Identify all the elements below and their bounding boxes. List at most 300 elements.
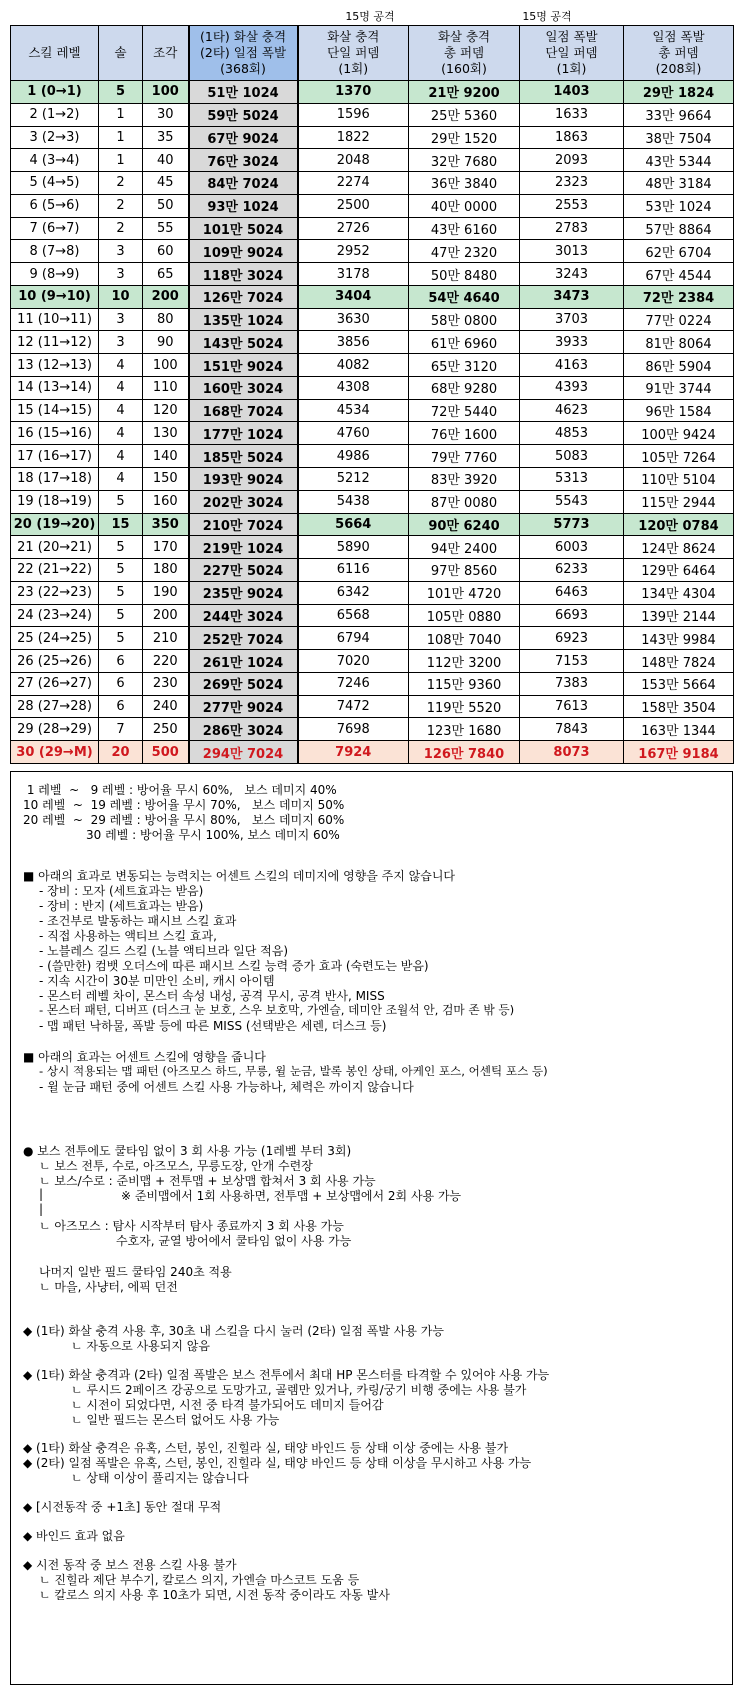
cell-arrow-total: 87만 0080 bbox=[409, 490, 520, 513]
cell-arrow-total: 119만 5520 bbox=[409, 695, 520, 718]
cell-skill-level: 17 (16→17) bbox=[11, 445, 99, 468]
cell-burst-total: 48만 3184 bbox=[624, 172, 734, 195]
cell-skill-level: 15 (14→15) bbox=[11, 399, 99, 422]
note-line: | bbox=[39, 1187, 44, 1201]
note-line: ㄴ 보스/수로 : 준비맵 + 전투맵 + 보상맵 합쳐서 3 회 사용 가능 bbox=[39, 1174, 376, 1188]
cell-sol: 3 bbox=[99, 331, 143, 354]
table-row bbox=[11, 741, 734, 764]
notes-panel bbox=[10, 771, 733, 1685]
table-row bbox=[11, 672, 734, 695]
cell-fragments: 40 bbox=[143, 149, 189, 172]
table-row bbox=[11, 718, 734, 741]
note-line: ◆ (2타) 일점 폭발은 유혹, 스턴, 봉인, 진힐라 실, 태양 바인드 등 상태 이상을 무시하고 사용 가능 bbox=[23, 1456, 532, 1470]
cell-arrow-total: 61만 6960 bbox=[409, 331, 520, 354]
cell-skill-level: 5 (4→5) bbox=[11, 172, 99, 195]
top-label-attack-1: 15명 공격 bbox=[345, 10, 395, 23]
cell-burst-single: 1863 bbox=[520, 126, 624, 149]
cell-arrow-single: 6116 bbox=[298, 559, 409, 582]
cell-burst-total: 91만 3744 bbox=[624, 376, 734, 399]
cell-burst-single: 6463 bbox=[520, 581, 624, 604]
cell-skill-level: 25 (24→25) bbox=[11, 627, 99, 650]
cell-total-combined: 261만 1024 bbox=[189, 650, 298, 673]
table-row bbox=[11, 627, 734, 650]
cell-fragments: 220 bbox=[143, 650, 189, 673]
note-line: | bbox=[39, 1202, 44, 1216]
cell-skill-level: 1 (0→1) bbox=[11, 81, 99, 104]
cell-burst-single: 8073 bbox=[520, 741, 624, 764]
cell-sol: 15 bbox=[99, 513, 143, 536]
note-line: - (쓸만한) 컴뱃 오더스에 따른 패시브 스킬 능력 증가 효과 (숙련도는 받음) bbox=[39, 959, 429, 973]
cell-skill-level: 22 (21→22) bbox=[11, 559, 99, 582]
cell-burst-single: 5083 bbox=[520, 445, 624, 468]
note-line: 나머지 일반 필드 쿨타임 240초 적용 bbox=[39, 1265, 232, 1279]
cell-total-combined: 244만 3024 bbox=[189, 604, 298, 627]
cell-arrow-total: 108만 7040 bbox=[409, 627, 520, 650]
cell-fragments: 130 bbox=[143, 422, 189, 445]
table-row bbox=[11, 695, 734, 718]
cell-arrow-single: 2726 bbox=[298, 217, 409, 240]
cell-arrow-total: 94만 2400 bbox=[409, 536, 520, 559]
cell-sol: 4 bbox=[99, 445, 143, 468]
cell-burst-total: 139만 2144 bbox=[624, 604, 734, 627]
skill-table bbox=[10, 25, 734, 764]
cell-arrow-single: 6794 bbox=[298, 627, 409, 650]
cell-sol: 4 bbox=[99, 468, 143, 491]
cell-arrow-single: 5664 bbox=[298, 513, 409, 536]
cell-arrow-single: 7246 bbox=[298, 672, 409, 695]
note-line: ◆ (1타) 화살 충격은 유혹, 스턴, 봉인, 진힐라 실, 태양 바인드 등 상태 이상 중에는 사용 불가 bbox=[23, 1441, 509, 1455]
note-line: - 직접 사용하는 액티브 스킬 효과, bbox=[39, 929, 217, 943]
cell-arrow-total: 21만 9200 bbox=[409, 81, 520, 104]
cell-burst-total: 96만 1584 bbox=[624, 399, 734, 422]
cell-burst-single: 5543 bbox=[520, 490, 624, 513]
cell-sol: 2 bbox=[99, 194, 143, 217]
cell-burst-single: 7613 bbox=[520, 695, 624, 718]
cell-fragments: 350 bbox=[143, 513, 189, 536]
cell-skill-level: 7 (6→7) bbox=[11, 217, 99, 240]
cell-skill-level: 30 (29→M) bbox=[11, 741, 99, 764]
cell-skill-level: 9 (8→9) bbox=[11, 263, 99, 286]
cell-arrow-single: 6342 bbox=[298, 581, 409, 604]
cell-fragments: 170 bbox=[143, 536, 189, 559]
table-row bbox=[11, 581, 734, 604]
cell-arrow-total: 76만 1600 bbox=[409, 422, 520, 445]
cell-fragments: 100 bbox=[143, 81, 189, 104]
cell-arrow-single: 4082 bbox=[298, 354, 409, 377]
table-row bbox=[11, 445, 734, 468]
cell-fragments: 160 bbox=[143, 490, 189, 513]
cell-arrow-total: 123만 1680 bbox=[409, 718, 520, 741]
cell-arrow-total: 50만 8480 bbox=[409, 263, 520, 286]
table-row bbox=[11, 559, 734, 582]
cell-arrow-single: 7924 bbox=[298, 741, 409, 764]
cell-fragments: 230 bbox=[143, 672, 189, 695]
cell-arrow-single: 1596 bbox=[298, 103, 409, 126]
cell-arrow-single: 5438 bbox=[298, 490, 409, 513]
table-row bbox=[11, 308, 734, 331]
cell-burst-single: 6233 bbox=[520, 559, 624, 582]
note-line: ㄴ 진힐라 제단 부수기, 칼로스 의지, 가엔슬 마스코트 도움 등 bbox=[39, 1573, 360, 1587]
cell-arrow-total: 43만 6160 bbox=[409, 217, 520, 240]
cell-sol: 1 bbox=[99, 149, 143, 172]
cell-total-combined: 177만 1024 bbox=[189, 422, 298, 445]
cell-total-combined: 109만 9024 bbox=[189, 240, 298, 263]
cell-burst-total: 72만 2384 bbox=[624, 285, 734, 308]
cell-skill-level: 26 (25→26) bbox=[11, 650, 99, 673]
table-row bbox=[11, 263, 734, 286]
cell-burst-single: 4163 bbox=[520, 354, 624, 377]
header-fragments: 조각 bbox=[143, 26, 189, 81]
cell-sol: 5 bbox=[99, 627, 143, 650]
cell-burst-single: 2323 bbox=[520, 172, 624, 195]
cell-burst-total: 57만 8864 bbox=[624, 217, 734, 240]
cell-skill-level: 4 (3→4) bbox=[11, 149, 99, 172]
cell-fragments: 240 bbox=[143, 695, 189, 718]
cell-arrow-total: 72만 5440 bbox=[409, 399, 520, 422]
cell-total-combined: 151만 9024 bbox=[189, 354, 298, 377]
cell-sol: 6 bbox=[99, 650, 143, 673]
cell-burst-single: 6923 bbox=[520, 627, 624, 650]
cell-skill-level: 27 (26→27) bbox=[11, 672, 99, 695]
cell-sol: 4 bbox=[99, 354, 143, 377]
note-line: ◆ (1타) 화살 충격 사용 후, 30초 내 스킬을 다시 눌러 (2타) 일점 폭발 사용 가능 bbox=[23, 1324, 444, 1338]
cell-burst-total: 124만 8624 bbox=[624, 536, 734, 559]
cell-fragments: 250 bbox=[143, 718, 189, 741]
cell-burst-single: 3473 bbox=[520, 285, 624, 308]
note-line: - 맵 패턴 낙하물, 폭발 등에 따른 MISS (선택받은 세렌, 더스크 등) bbox=[39, 1019, 387, 1033]
cell-arrow-total: 25만 5360 bbox=[409, 103, 520, 126]
cell-arrow-total: 68만 9280 bbox=[409, 376, 520, 399]
cell-burst-single: 4393 bbox=[520, 376, 624, 399]
table-row bbox=[11, 354, 734, 377]
cell-arrow-total: 47만 2320 bbox=[409, 240, 520, 263]
note-line: - 노블레스 길드 스킬 (노블 액티브라 일단 적음) bbox=[39, 944, 289, 958]
table-row bbox=[11, 513, 734, 536]
table-body bbox=[11, 81, 734, 764]
cell-burst-total: 33만 9664 bbox=[624, 103, 734, 126]
header-skill-level: 스킬 레벨 bbox=[11, 26, 99, 81]
cell-fragments: 190 bbox=[143, 581, 189, 604]
cell-sol: 4 bbox=[99, 422, 143, 445]
cell-total-combined: 135만 1024 bbox=[189, 308, 298, 331]
cell-skill-level: 3 (2→3) bbox=[11, 126, 99, 149]
cell-arrow-single: 3178 bbox=[298, 263, 409, 286]
cell-arrow-total: 83만 3920 bbox=[409, 468, 520, 491]
table-row bbox=[11, 240, 734, 263]
cell-arrow-single: 3630 bbox=[298, 308, 409, 331]
note-line: ※ 준비맵에서 1회 사용하면, 전투맵 + 보상맵에서 2회 사용 가능 bbox=[121, 1189, 462, 1203]
note-line: - 조건부로 발동하는 패시브 스킬 효과 bbox=[39, 914, 237, 928]
header-arrow-single: 화살 충격 단일 퍼뎀 (1회) bbox=[298, 26, 409, 81]
cell-sol: 1 bbox=[99, 126, 143, 149]
cell-arrow-single: 2952 bbox=[298, 240, 409, 263]
cell-burst-total: 62만 6704 bbox=[624, 240, 734, 263]
cell-burst-single: 6693 bbox=[520, 604, 624, 627]
note-line: 20 레벨 ~ 29 레벨 : 방어율 무시 80%, 보스 데미지 60% bbox=[23, 813, 345, 827]
note-line: - 지속 시간이 30분 미만인 소비, 캐시 아이템 bbox=[39, 974, 275, 988]
table-row bbox=[11, 376, 734, 399]
cell-arrow-total: 112만 3200 bbox=[409, 650, 520, 673]
cell-burst-total: 53만 1024 bbox=[624, 194, 734, 217]
cell-burst-total: 105만 7264 bbox=[624, 445, 734, 468]
table-row bbox=[11, 194, 734, 217]
cell-sol: 4 bbox=[99, 399, 143, 422]
cell-fragments: 200 bbox=[143, 285, 189, 308]
note-line: 수호자, 균열 방어에서 쿨타임 없이 사용 가능 bbox=[116, 1234, 352, 1248]
cell-burst-single: 7843 bbox=[520, 718, 624, 741]
note-line: ◆ (1타) 화살 충격과 (2타) 일점 폭발은 보스 전투에서 최대 HP 몬스터를 타격할 수 있어야 사용 가능 bbox=[23, 1368, 550, 1382]
cell-burst-total: 77만 0224 bbox=[624, 308, 734, 331]
cell-arrow-single: 7020 bbox=[298, 650, 409, 673]
cell-fragments: 150 bbox=[143, 468, 189, 491]
top-labels bbox=[0, 8, 740, 26]
cell-skill-level: 28 (27→28) bbox=[11, 695, 99, 718]
cell-fragments: 60 bbox=[143, 240, 189, 263]
cell-skill-level: 10 (9→10) bbox=[11, 285, 99, 308]
cell-burst-total: 120만 0784 bbox=[624, 513, 734, 536]
cell-skill-level: 12 (11→12) bbox=[11, 331, 99, 354]
cell-arrow-single: 5890 bbox=[298, 536, 409, 559]
header-burst-single: 일점 폭발 단일 퍼뎀 (1회) bbox=[520, 26, 624, 81]
table-row bbox=[11, 331, 734, 354]
note-line: - 몬스터 레벨 차이, 몬스터 속성 내성, 공격 무시, 공격 반사, MISS bbox=[39, 989, 385, 1003]
cell-sol: 4 bbox=[99, 376, 143, 399]
cell-arrow-single: 2048 bbox=[298, 149, 409, 172]
cell-arrow-total: 58만 0800 bbox=[409, 308, 520, 331]
table-row bbox=[11, 490, 734, 513]
note-line: - 장비 : 반지 (세트효과는 받음) bbox=[39, 899, 204, 913]
cell-arrow-total: 97만 8560 bbox=[409, 559, 520, 582]
note-line: ㄴ 시전이 되었다면, 시전 중 타격 불가되어도 데미지 들어감 bbox=[71, 1398, 384, 1412]
cell-burst-total: 158만 3504 bbox=[624, 695, 734, 718]
cell-arrow-total: 105만 0880 bbox=[409, 604, 520, 627]
cell-arrow-total: 40만 0000 bbox=[409, 194, 520, 217]
cell-arrow-total: 29만 1520 bbox=[409, 126, 520, 149]
cell-fragments: 210 bbox=[143, 627, 189, 650]
cell-burst-total: 29만 1824 bbox=[624, 81, 734, 104]
cell-burst-total: 148만 7824 bbox=[624, 650, 734, 673]
cell-burst-single: 5773 bbox=[520, 513, 624, 536]
cell-arrow-total: 65만 3120 bbox=[409, 354, 520, 377]
cell-burst-single: 2553 bbox=[520, 194, 624, 217]
cell-total-combined: 294만 7024 bbox=[189, 741, 298, 764]
cell-total-combined: 185만 5024 bbox=[189, 445, 298, 468]
cell-sol: 3 bbox=[99, 240, 143, 263]
cell-skill-level: 18 (17→18) bbox=[11, 468, 99, 491]
cell-arrow-total: 79만 7760 bbox=[409, 445, 520, 468]
table-row bbox=[11, 468, 734, 491]
note-line: 10 레벨 ~ 19 레벨 : 방어율 무시 70%, 보스 데미지 50% bbox=[23, 798, 345, 812]
cell-burst-total: 38만 7504 bbox=[624, 126, 734, 149]
cell-skill-level: 19 (18→19) bbox=[11, 490, 99, 513]
cell-skill-level: 13 (12→13) bbox=[11, 354, 99, 377]
cell-sol: 5 bbox=[99, 81, 143, 104]
cell-total-combined: 76만 3024 bbox=[189, 149, 298, 172]
cell-sol: 6 bbox=[99, 672, 143, 695]
note-line: ■ 아래의 효과는 어센트 스킬에 영향을 줍니다 bbox=[23, 1050, 266, 1064]
cell-total-combined: 168만 7024 bbox=[189, 399, 298, 422]
cell-arrow-single: 3404 bbox=[298, 285, 409, 308]
note-line: ■ 아래의 효과로 변동되는 능력치는 어센트 스킬의 데미지에 영향을 주지 않습니다 bbox=[23, 869, 456, 883]
cell-skill-level: 16 (15→16) bbox=[11, 422, 99, 445]
cell-arrow-single: 1822 bbox=[298, 126, 409, 149]
cell-arrow-single: 7472 bbox=[298, 695, 409, 718]
cell-arrow-single: 1370 bbox=[298, 81, 409, 104]
cell-burst-single: 6003 bbox=[520, 536, 624, 559]
header-sol: 솔 bbox=[99, 26, 143, 81]
cell-fragments: 35 bbox=[143, 126, 189, 149]
cell-burst-total: 67만 4544 bbox=[624, 263, 734, 286]
cell-arrow-single: 3856 bbox=[298, 331, 409, 354]
cell-total-combined: 101만 5024 bbox=[189, 217, 298, 240]
table-row bbox=[11, 536, 734, 559]
cell-fragments: 55 bbox=[143, 217, 189, 240]
cell-fragments: 65 bbox=[143, 263, 189, 286]
cell-total-combined: 252만 7024 bbox=[189, 627, 298, 650]
note-line: ◆ [시전동작 중 +1초] 동안 절대 무적 bbox=[23, 1500, 222, 1514]
cell-sol: 5 bbox=[99, 581, 143, 604]
table-row bbox=[11, 217, 734, 240]
cell-skill-level: 6 (5→6) bbox=[11, 194, 99, 217]
cell-arrow-single: 2274 bbox=[298, 172, 409, 195]
cell-total-combined: 118만 3024 bbox=[189, 263, 298, 286]
cell-skill-level: 23 (22→23) bbox=[11, 581, 99, 604]
cell-total-combined: 210만 7024 bbox=[189, 513, 298, 536]
cell-fragments: 140 bbox=[143, 445, 189, 468]
cell-total-combined: 227만 5024 bbox=[189, 559, 298, 582]
cell-total-combined: 202만 3024 bbox=[189, 490, 298, 513]
cell-skill-level: 20 (19→20) bbox=[11, 513, 99, 536]
header-burst-total: 일점 폭발 총 퍼뎀 (208회) bbox=[624, 26, 734, 81]
note-line: ◆ 바인드 효과 없음 bbox=[23, 1529, 125, 1543]
cell-fragments: 45 bbox=[143, 172, 189, 195]
cell-total-combined: 193만 9024 bbox=[189, 468, 298, 491]
cell-total-combined: 219만 1024 bbox=[189, 536, 298, 559]
cell-burst-single: 3243 bbox=[520, 263, 624, 286]
cell-arrow-single: 6568 bbox=[298, 604, 409, 627]
note-line: ㄴ 마을, 사냥터, 에픽 던전 bbox=[39, 1280, 178, 1294]
cell-total-combined: 67만 9024 bbox=[189, 126, 298, 149]
cell-burst-single: 3013 bbox=[520, 240, 624, 263]
note-line: ㄴ 상태 이상이 풀리지는 않습니다 bbox=[71, 1471, 249, 1485]
cell-burst-total: 167만 9184 bbox=[624, 741, 734, 764]
cell-burst-total: 115만 2944 bbox=[624, 490, 734, 513]
cell-arrow-single: 7698 bbox=[298, 718, 409, 741]
cell-sol: 2 bbox=[99, 217, 143, 240]
cell-total-combined: 160만 3024 bbox=[189, 376, 298, 399]
cell-arrow-single: 2500 bbox=[298, 194, 409, 217]
note-line: 30 레벨 : 방어율 무시 100%, 보스 데미지 60% bbox=[86, 828, 340, 842]
table-row bbox=[11, 650, 734, 673]
cell-skill-level: 21 (20→21) bbox=[11, 536, 99, 559]
note-line: - 윌 눈금 패턴 중에 어센트 스킬 사용 가능하나, 체력은 까이지 않습니다 bbox=[39, 1080, 414, 1094]
cell-sol: 3 bbox=[99, 263, 143, 286]
cell-arrow-single: 4534 bbox=[298, 399, 409, 422]
cell-total-combined: 93만 1024 bbox=[189, 194, 298, 217]
cell-skill-level: 24 (23→24) bbox=[11, 604, 99, 627]
cell-fragments: 110 bbox=[143, 376, 189, 399]
table-header-row bbox=[11, 26, 734, 81]
cell-sol: 5 bbox=[99, 536, 143, 559]
cell-fragments: 90 bbox=[143, 331, 189, 354]
cell-sol: 5 bbox=[99, 490, 143, 513]
cell-total-combined: 269만 5024 bbox=[189, 672, 298, 695]
note-line: ◆ 시전 동작 중 보스 전용 스킬 사용 불가 bbox=[23, 1558, 237, 1572]
cell-arrow-single: 4308 bbox=[298, 376, 409, 399]
table-row bbox=[11, 399, 734, 422]
cell-burst-single: 4853 bbox=[520, 422, 624, 445]
cell-sol: 10 bbox=[99, 285, 143, 308]
cell-total-combined: 51만 1024 bbox=[189, 81, 298, 104]
cell-burst-total: 43만 5344 bbox=[624, 149, 734, 172]
cell-burst-total: 81만 8064 bbox=[624, 331, 734, 354]
cell-burst-single: 7383 bbox=[520, 672, 624, 695]
cell-fragments: 50 bbox=[143, 194, 189, 217]
cell-arrow-single: 4760 bbox=[298, 422, 409, 445]
cell-burst-single: 5313 bbox=[520, 468, 624, 491]
note-line: 1 레벨 ~ 9 레벨 : 방어율 무시 60%, 보스 데미지 40% bbox=[23, 783, 337, 797]
note-line: ● 보스 전투에도 쿨타임 없이 3 회 사용 가능 (1레벨 부터 3회) bbox=[23, 1144, 352, 1158]
cell-arrow-total: 32만 7680 bbox=[409, 149, 520, 172]
cell-fragments: 120 bbox=[143, 399, 189, 422]
note-line: ㄴ 루시드 2페이즈 강공으로 도망가고, 골렘만 있거나, 카링/궁기 비행 중에는 사용 불가 bbox=[71, 1383, 527, 1397]
table-row bbox=[11, 81, 734, 104]
cell-arrow-single: 4986 bbox=[298, 445, 409, 468]
cell-sol: 5 bbox=[99, 604, 143, 627]
cell-fragments: 80 bbox=[143, 308, 189, 331]
cell-fragments: 200 bbox=[143, 604, 189, 627]
cell-burst-single: 2783 bbox=[520, 217, 624, 240]
cell-burst-single: 7153 bbox=[520, 650, 624, 673]
cell-total-combined: 235만 9024 bbox=[189, 581, 298, 604]
cell-arrow-total: 90만 6240 bbox=[409, 513, 520, 536]
note-line: - 상시 적용되는 맵 패턴 (아즈모스 하드, 무릉, 윌 눈금, 발록 봉인 상태, 아케인 포스, 어센틱 포스 등) bbox=[39, 1064, 548, 1078]
cell-total-combined: 277만 9024 bbox=[189, 695, 298, 718]
cell-burst-total: 143만 9984 bbox=[624, 627, 734, 650]
cell-total-combined: 143만 5024 bbox=[189, 331, 298, 354]
cell-skill-level: 29 (28→29) bbox=[11, 718, 99, 741]
cell-skill-level: 2 (1→2) bbox=[11, 103, 99, 126]
cell-arrow-total: 115만 9360 bbox=[409, 672, 520, 695]
cell-sol: 20 bbox=[99, 741, 143, 764]
table-row bbox=[11, 422, 734, 445]
note-line: - 장비 : 모자 (세트효과는 받음) bbox=[39, 884, 204, 898]
cell-sol: 2 bbox=[99, 172, 143, 195]
header-total-combined: (1타) 화살 충격 (2타) 일점 폭발 (368회) bbox=[189, 26, 298, 81]
cell-burst-single: 1403 bbox=[520, 81, 624, 104]
note-line: ㄴ 자동으로 사용되지 않음 bbox=[71, 1339, 210, 1353]
cell-total-combined: 126만 7024 bbox=[189, 285, 298, 308]
cell-total-combined: 84만 7024 bbox=[189, 172, 298, 195]
note-line: ㄴ 보스 전투, 수로, 아즈모스, 무릉도장, 안개 수련장 bbox=[39, 1159, 313, 1173]
cell-sol: 3 bbox=[99, 308, 143, 331]
cell-burst-total: 110만 5104 bbox=[624, 468, 734, 491]
cell-burst-single: 1633 bbox=[520, 103, 624, 126]
table-row bbox=[11, 604, 734, 627]
cell-arrow-total: 54만 4640 bbox=[409, 285, 520, 308]
cell-fragments: 500 bbox=[143, 741, 189, 764]
table-row bbox=[11, 172, 734, 195]
top-label-attack-2: 15명 공격 bbox=[522, 10, 572, 23]
cell-burst-total: 134만 4304 bbox=[624, 581, 734, 604]
cell-burst-total: 86만 5904 bbox=[624, 354, 734, 377]
cell-total-combined: 286만 3024 bbox=[189, 718, 298, 741]
table-row bbox=[11, 149, 734, 172]
cell-skill-level: 14 (13→14) bbox=[11, 376, 99, 399]
cell-arrow-total: 126만 7840 bbox=[409, 741, 520, 764]
cell-skill-level: 11 (10→11) bbox=[11, 308, 99, 331]
note-line: ㄴ 일반 필드는 몬스터 없어도 사용 가능 bbox=[71, 1413, 280, 1427]
